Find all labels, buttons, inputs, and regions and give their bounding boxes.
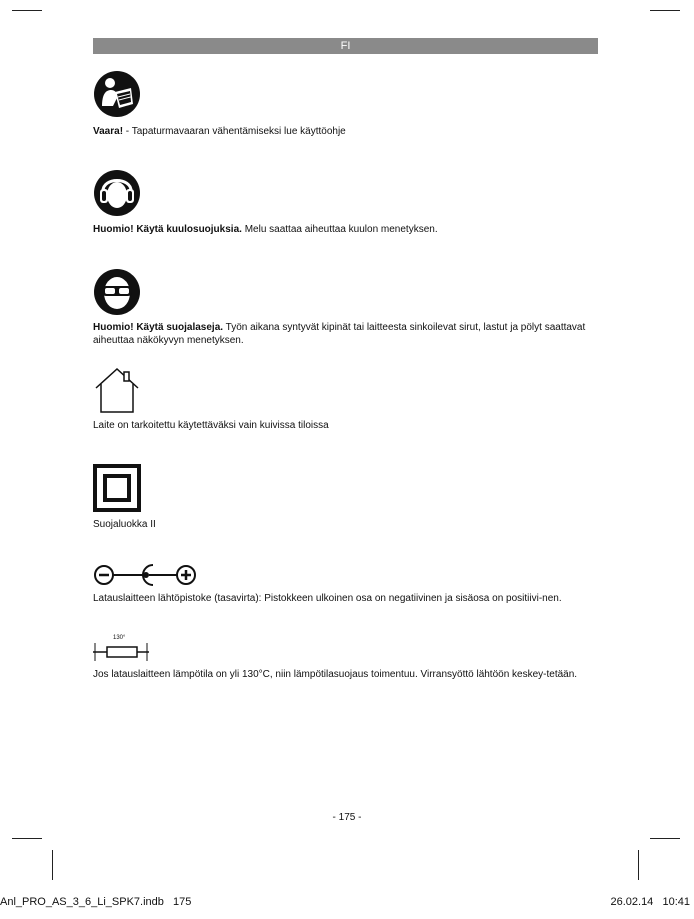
crop-mark bbox=[12, 10, 42, 11]
thermal-fuse-icon bbox=[93, 635, 149, 663]
indoor-house-icon bbox=[93, 366, 141, 414]
warning-text: - Tapaturmavaaran vähentämiseksi lue käyttöohje bbox=[123, 126, 346, 137]
polarity-text: Latauslaitteen lähtöpistoke (tasavirta): Pistokkeen ulkoinen osa on negatiivinen ja sisäosa on positiivi-nen. bbox=[93, 593, 562, 604]
crop-mark bbox=[52, 850, 53, 880]
fuse-temperature-label: 130° bbox=[113, 635, 126, 641]
footer-date: 26.02.14 10:41 bbox=[610, 896, 690, 908]
section-eye-protection bbox=[93, 321, 608, 347]
section-indoor-use bbox=[93, 419, 608, 432]
section-thermal-fuse bbox=[93, 668, 608, 681]
crop-mark bbox=[650, 10, 680, 11]
footer-file-name: Anl_PRO_AS_3_6_Li_SPK7.indb 175 bbox=[0, 896, 192, 908]
thermal-fuse-text: Jos latauslaitteen lämpötila on yli 130°C, niin lämpötilasuojaus toimentuu. Virransyöttö lähtöön keskey-tetään. bbox=[93, 669, 578, 680]
section-read-manual bbox=[93, 125, 608, 138]
eye-protection-icon bbox=[93, 268, 141, 316]
section-polarity bbox=[93, 592, 608, 605]
warning-label: Vaara! bbox=[93, 126, 124, 137]
ear-protection-icon bbox=[93, 169, 141, 217]
section-ear-protection bbox=[93, 223, 608, 236]
protection-class-ii-icon bbox=[93, 464, 141, 512]
protection-class-text: Suojaluokka II bbox=[93, 519, 156, 530]
caution-label: Huomio! Käytä suojalaseja. bbox=[93, 322, 224, 333]
crop-mark bbox=[638, 850, 639, 880]
indoor-use-text: Laite on tarkoitettu käytettäväksi vain kuivissa tiloissa bbox=[93, 420, 329, 431]
crop-mark bbox=[12, 838, 42, 839]
polarity-icon bbox=[93, 562, 199, 588]
crop-mark bbox=[650, 838, 680, 839]
section-protection-class bbox=[93, 518, 608, 531]
read-manual-icon bbox=[93, 70, 141, 118]
caution-text: Työn aikana syntyvät kipinät tai laitteesta sinkoilevat sirut, lastut ja pölyt saattavat aiheuttaa näkökyvyn menetyksen. bbox=[93, 322, 586, 346]
caution-label: Huomio! Käytä kuulosuojuksia. bbox=[93, 224, 242, 235]
page-number: - 175 - bbox=[332, 812, 362, 823]
caution-text: Melu saattaa aiheuttaa kuulon menetyksen. bbox=[241, 224, 438, 235]
language-header: FI bbox=[93, 38, 598, 54]
